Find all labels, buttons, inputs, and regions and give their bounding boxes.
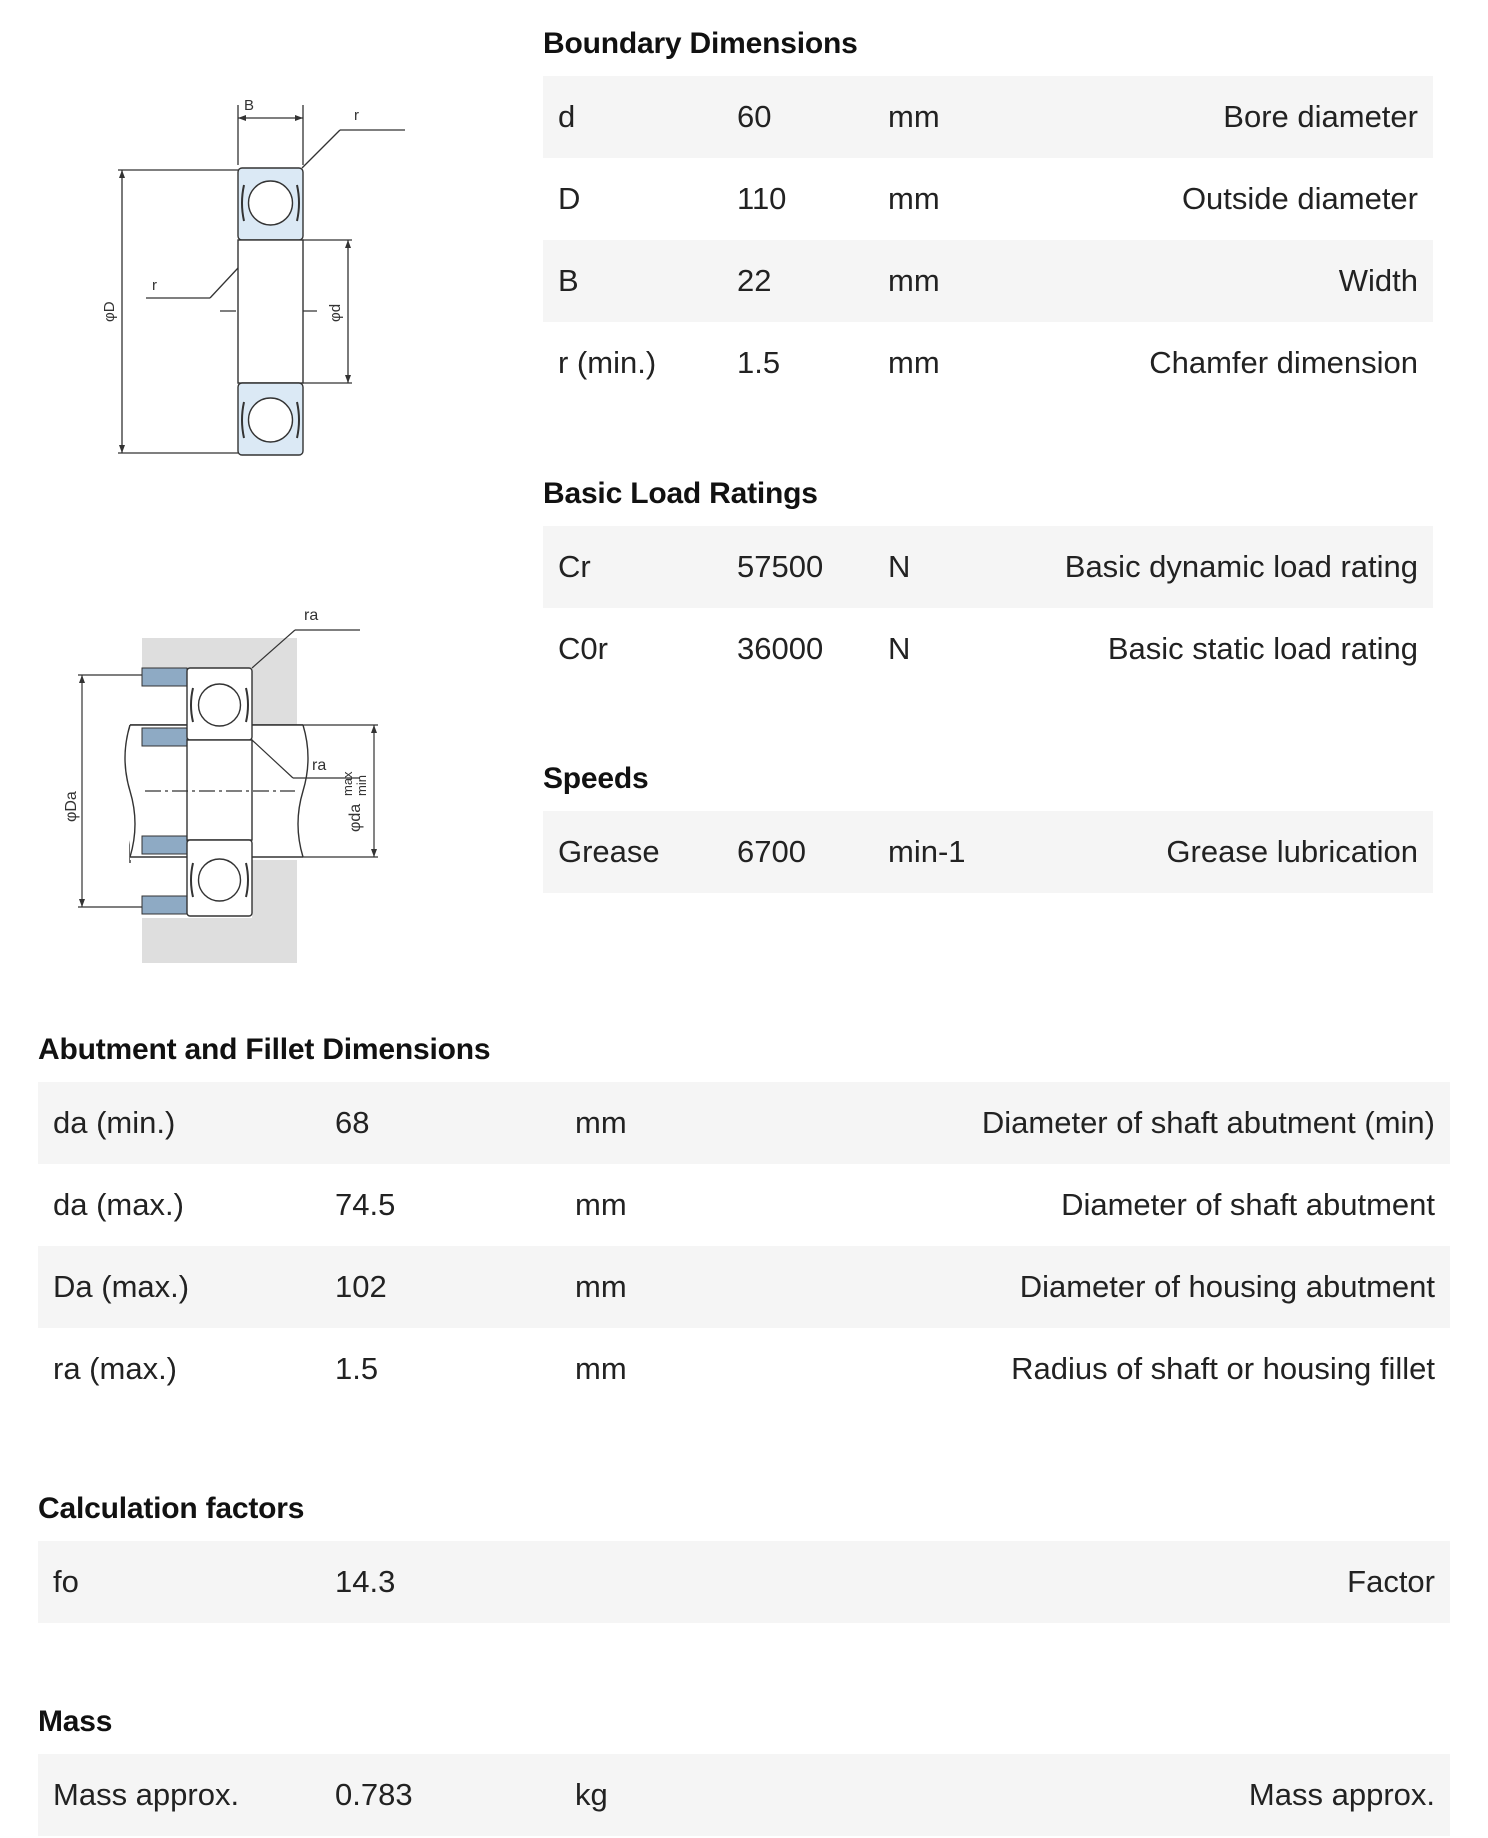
table-row [543,322,1433,404]
row-value: 74.5 [335,1187,396,1222]
row-description: Basic dynamic load rating [1064,549,1418,584]
row-symbol: Grease [558,834,660,869]
section-title: Mass [38,1705,113,1738]
row-value: 1.5 [737,345,781,380]
row-symbol: d [558,99,576,134]
row-unit: mm [888,345,940,380]
table-row [543,526,1433,608]
shaft-abutment-bottom [142,836,187,854]
row-symbol: Cr [558,549,591,584]
housing-abutment-bottom [142,896,187,914]
row-unit: mm [575,1351,627,1386]
table-row [543,240,1433,322]
table-row [38,1328,1450,1410]
section-title: Calculation factors [38,1492,305,1525]
label-housing-diameter: φDa [63,791,80,822]
row-description: Radius of shaft or housing fillet [1011,1351,1435,1386]
section-title: Basic Load Ratings [543,477,818,510]
row-symbol: fo [53,1564,79,1599]
row-unit: N [888,549,911,584]
row-value: 110 [737,181,787,216]
row-description: Basic static load rating [1107,631,1418,666]
label-fillet-mid: ra [312,757,327,774]
row-symbol: r (min.) [558,345,657,380]
table-row [543,811,1433,893]
bearing-dimension-diagram [90,90,420,470]
label-chamfer-top: r [354,107,359,124]
section-title: Abutment and Fillet Dimensions [38,1033,491,1066]
label-shaft-max: max [340,771,355,796]
row-description: Factor [1347,1564,1435,1599]
basic-load-ratings-section [543,474,1433,690]
table-row [38,1164,1450,1246]
label-shaft-min: min [354,775,369,796]
label-fillet-top: ra [304,607,319,624]
row-symbol: Mass approx. [53,1777,240,1812]
row-symbol: ra (max.) [53,1351,177,1386]
speeds-section [543,759,1433,893]
row-unit: min-1 [888,834,966,869]
table-row [38,1246,1450,1328]
row-value: 60 [737,99,772,134]
row-symbol: Da (max.) [53,1269,190,1304]
table-row [543,608,1433,690]
label-outer-diameter: φD [101,301,118,322]
row-symbol: da (max.) [53,1187,184,1222]
row-description: Bore diameter [1223,99,1418,134]
boundary-dimensions-section [543,24,1433,404]
abutment-fillet-diagram [60,590,460,1010]
table-row [38,1754,1450,1836]
row-symbol: da (min.) [53,1105,176,1140]
row-symbol: B [558,263,579,298]
table-row [38,1082,1450,1164]
housing-abutment-top [142,668,187,686]
calculation-factors-section [38,1489,1450,1623]
row-description: Grease lubrication [1166,834,1418,869]
row-description: Chamfer dimension [1149,345,1418,380]
row-unit: kg [575,1777,608,1812]
row-unit: mm [575,1105,627,1140]
row-description: Mass approx. [1248,1777,1435,1812]
row-symbol: D [558,181,581,216]
row-unit: mm [888,181,940,216]
row-description: Diameter of shaft abutment [1061,1187,1435,1222]
row-unit: N [888,631,911,666]
row-value: 57500 [737,549,824,584]
row-value: 36000 [737,631,824,666]
table-row [543,158,1433,240]
row-description: Diameter of shaft abutment (min) [981,1105,1435,1140]
table-row [543,76,1433,158]
row-value: 68 [335,1105,370,1140]
row-value: 102 [335,1269,387,1304]
row-value: 6700 [737,834,806,869]
section-title: Speeds [543,762,649,795]
shaft-abutment-top [142,728,187,746]
row-description: Outside diameter [1181,181,1418,216]
row-unit: mm [575,1187,627,1222]
row-unit: mm [575,1269,627,1304]
ball-top [249,181,293,225]
mass-section [38,1702,1450,1836]
abutment-fillet-section [38,1030,1450,1410]
table-row [38,1541,1450,1623]
row-unit: mm [888,99,940,134]
row-unit: mm [888,263,940,298]
row-symbol: C0r [558,631,608,666]
label-bore-diameter: φd [327,303,344,322]
label-width: B [244,97,255,114]
row-value: 0.783 [335,1777,413,1812]
label-chamfer-side: r [152,277,157,294]
label-shaft-diameter: φda [347,803,364,832]
section-title: Boundary Dimensions [543,27,858,60]
ball-bottom [249,398,293,442]
row-value: 14.3 [335,1564,396,1599]
row-value: 1.5 [335,1351,379,1386]
row-description: Diameter of housing abutment [1019,1269,1435,1304]
row-description: Width [1338,263,1418,298]
row-value: 22 [737,263,772,298]
